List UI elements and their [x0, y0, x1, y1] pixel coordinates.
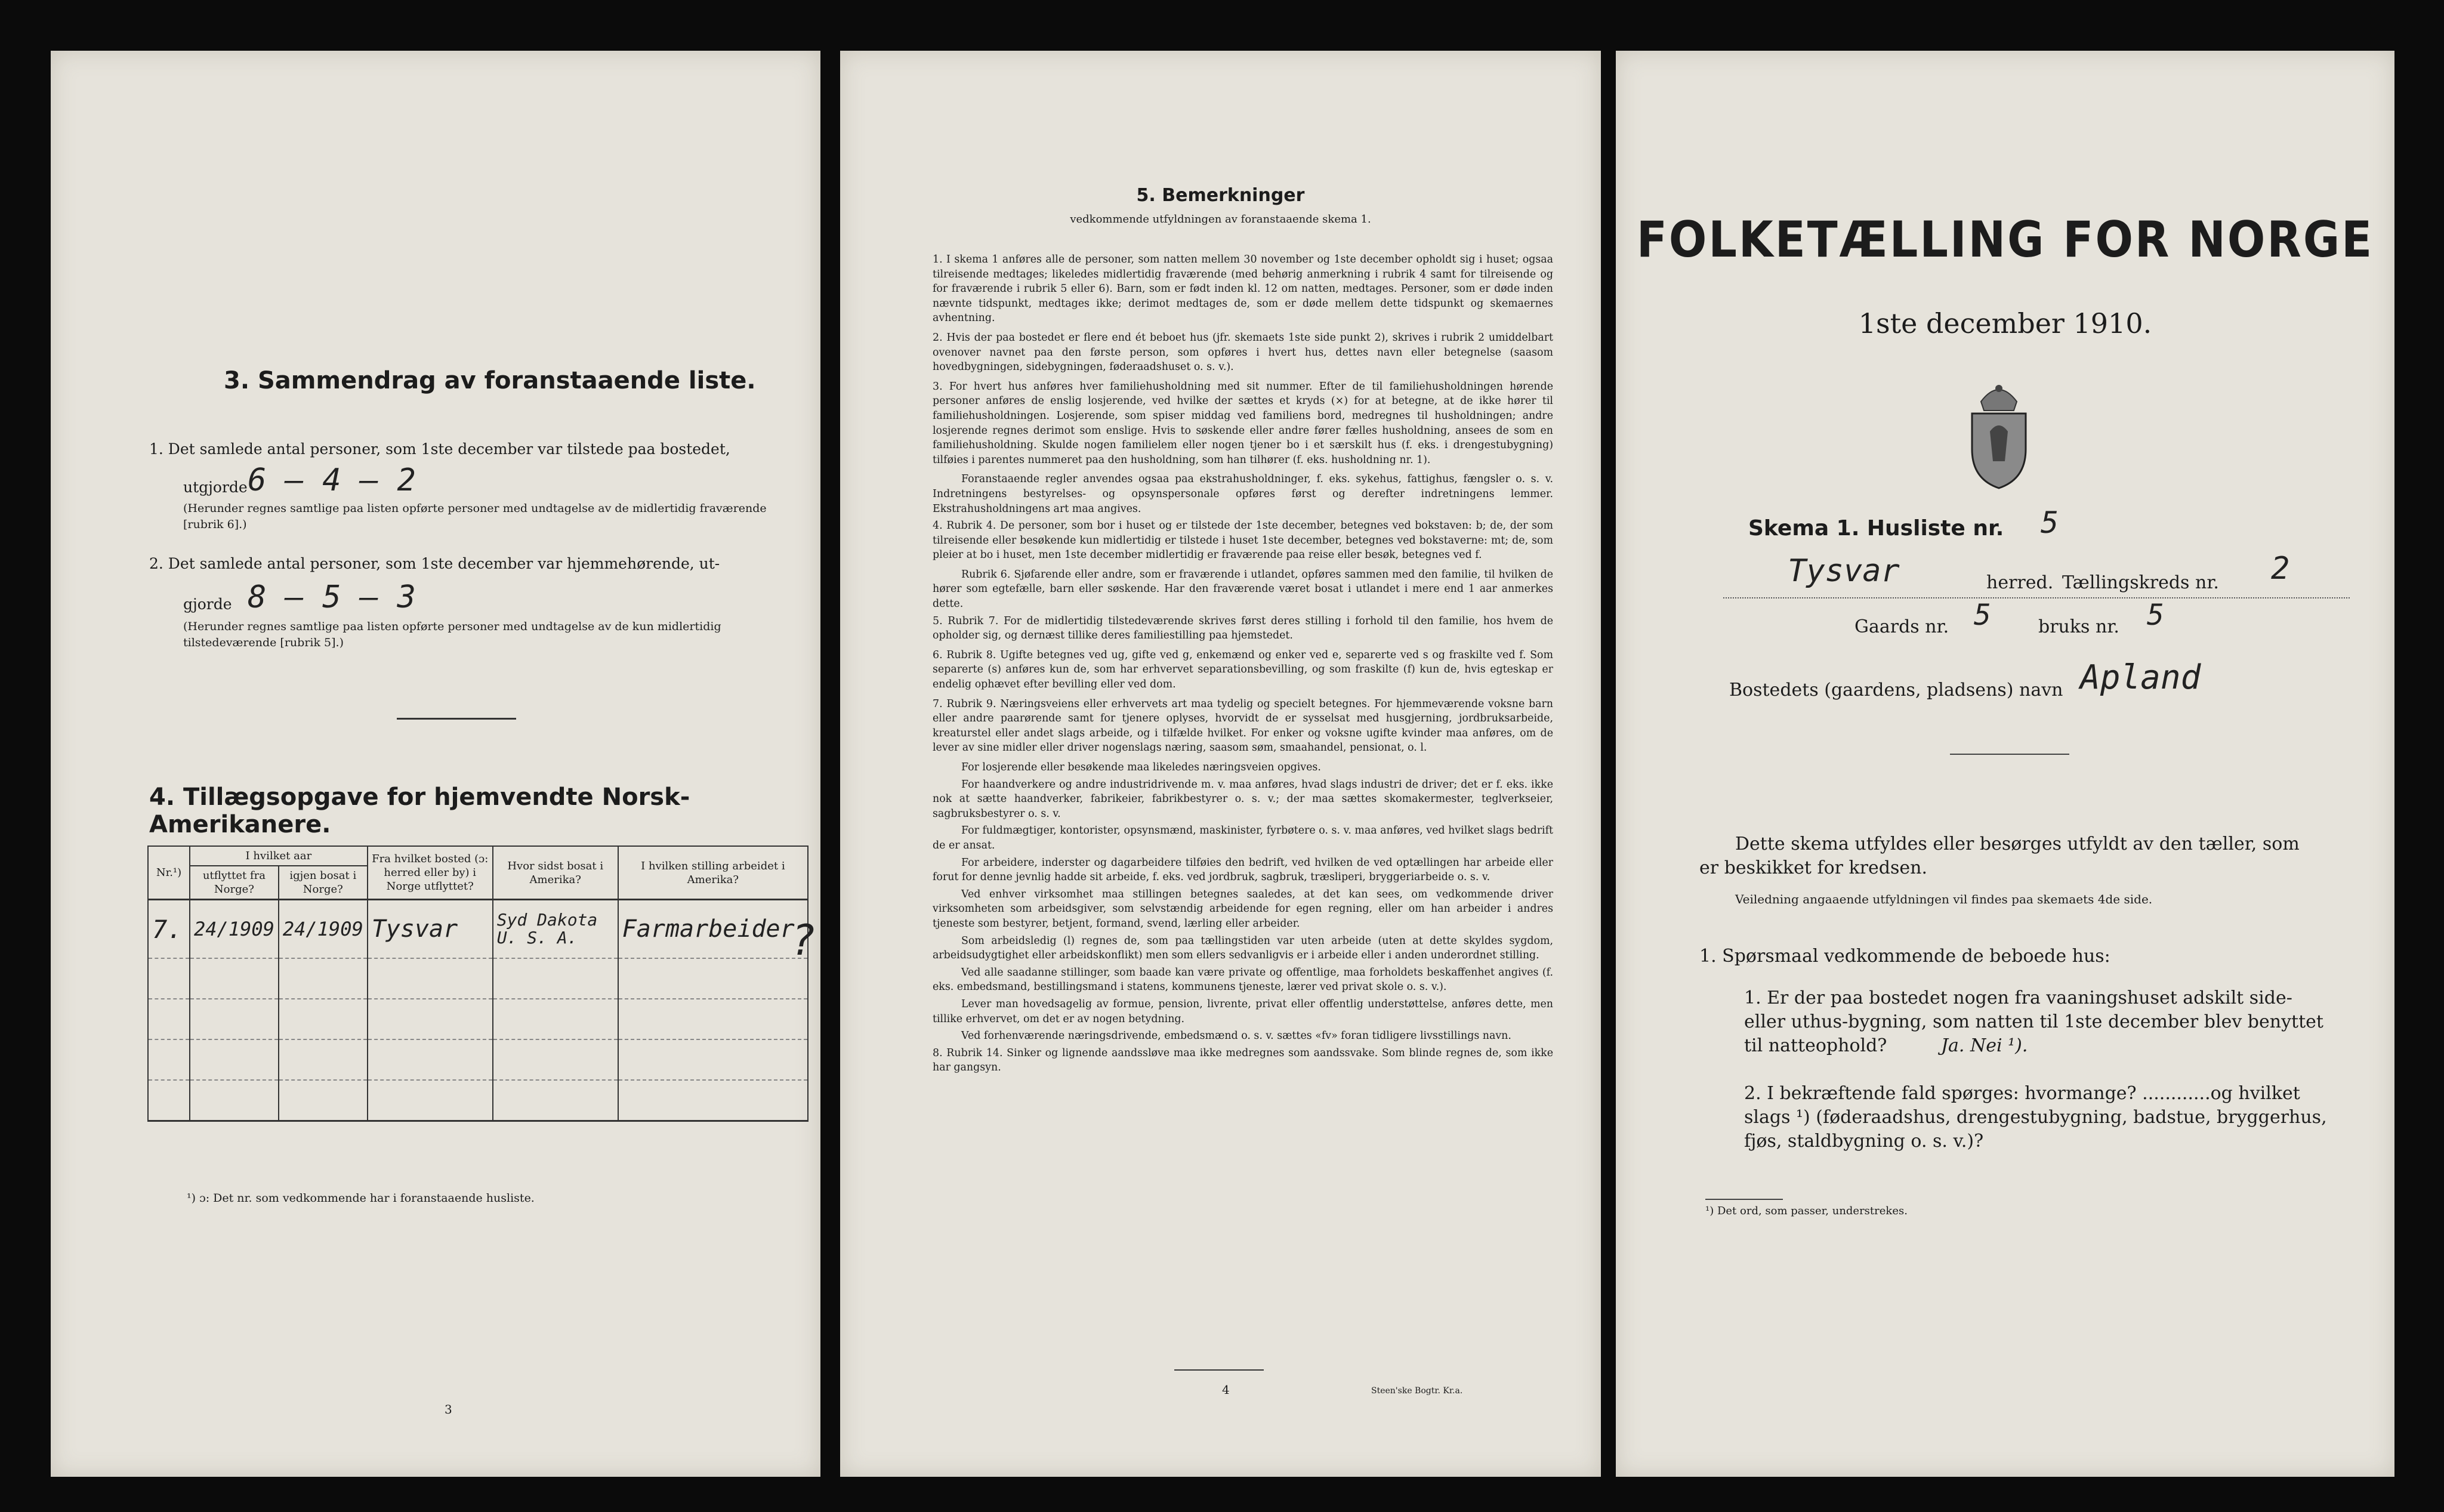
- question-1: 1. Er der paa bostedet nogen fra vaaningshuset adskilt side- eller uthus-bygning, som natten til 1ste december blev benyttet til natteophold?: [1744, 988, 2323, 1056]
- guidance-text: Veiledning angaaende utfyldningen vil findes paa skemaets 4de side.: [1735, 892, 2153, 906]
- col-stilling: I hvilken stilling arbeidet i Amerika?: [618, 846, 808, 900]
- coat-of-arms-icon: [1957, 378, 2041, 491]
- footnote-rule: [1705, 1199, 1783, 1200]
- right-page: [1616, 51, 2394, 1477]
- table-row: [148, 958, 808, 999]
- gaards-value: 5: [1974, 598, 1991, 632]
- husliste-number: 5: [2041, 505, 2059, 540]
- item2-value: 8 – 5 – 3: [248, 579, 416, 615]
- document-date: 1ste december 1910.: [1858, 307, 2152, 340]
- middle-page: [840, 51, 1601, 1477]
- col-bosted: Fra hvilket bosted (ɔ: herred eller by) i Norge utflyttet?: [368, 846, 493, 900]
- kreds-value: 2: [2271, 551, 2290, 587]
- col-bosat: igjen bosat i Norge?: [279, 866, 368, 900]
- remark-item: For arbeidere, inderster og dagarbeidere tilføies den bedrift, ved hvilken de ved optællingen har arbeide eller forut for denne jevnlig hadde sit arbeide, f. eks. ved jordbruk, sagbruk, træsliperi, bryggeriarbeide o. s. v.: [933, 856, 1553, 884]
- remark-item: Foranstaaende regler anvendes ogsaa paa ekstrahusholdninger, f. eks. sykehus, fattighus, fængsler o. s. v. Indretningens bestyrelses- og opsynspersonale opføres først og derefter indretningens lemmer. Ekstrahusholdningens art maa angives.: [933, 473, 1553, 515]
- kreds-label: Tællingskreds nr.: [2059, 571, 2223, 595]
- remark-item: Rubrik 6. Sjøfarende eller andre, som er fraværende i utlandet, opføres sammen med den familie, til hvilken de hører som egtefælle, barn eller søskende. Har den fraværende været bosat i utlandet i mere end 1 aar anmerkes dette.: [933, 568, 1553, 610]
- remarks-list: [933, 252, 1553, 1080]
- remark-item: Ved forhenværende næringsdrivende, embedsmænd o. s. v. sættes «fv» foran tidligere livsstillings navn.: [961, 1030, 1511, 1042]
- item2-note: (Herunder regnes samtlige paa listen opførte personer med undtagelse av de kun midlertidig tilstedeværende [rubrik 5].): [183, 620, 721, 649]
- bruks-label: bruks nr.: [2038, 616, 2119, 637]
- remark-item: 2. Hvis der paa bostedet er flere end ét beboet hus (jfr. skemaets 1ste side punkt 2), skrives i rubrik 2 umiddelbart ovenover navnet paa den første person, som opføres i hvert hus, dettes navn eller betegnelse (saasom hovedbygningen, sidebygningen, føderaadshuset o. s. v.).: [933, 331, 1553, 374]
- cell-utflyttet: 24/1909: [190, 900, 279, 959]
- page-number: 4: [1222, 1383, 1230, 1397]
- questions-heading: 1. Spørsmaal vedkommende de beboede hus:: [1699, 946, 2110, 967]
- schema-label: Skema 1. Husliste nr.: [1748, 516, 2004, 541]
- remark-item: 3. For hvert hus anføres hver familiehusholdning med sit nummer. Efter de til familiehusholdningen hørende personer anføres de enslig losjerende, ved hvilke der sættes et kryds (×) for at betegne, at de ikke hører til familiehusholdningen. Losjerende, som spiser middag ved familiens bord, medregnes til husholdningen; andre losjerende regnes derimot som enslige. Hvis to søskende eller andre fører fælles husholdning, ansees de som en familiehusholdning. Skulde nogen familielem eller nogen tjener bo i et særskilt hus (f. eks. i drengestubygning) tilføies i parentes nummeret paa den husholdning, som han tilhører (f. eks. husholdning nr. 1).: [933, 380, 1553, 466]
- table-row: [148, 900, 808, 959]
- cell-nr: 7.: [148, 900, 190, 959]
- col-utflyttet: utflyttet fra Norge?: [190, 866, 279, 900]
- handwritten-question-mark: ?: [791, 916, 816, 965]
- question-1-answer: Ja. Nei ¹).: [1941, 1035, 2028, 1056]
- item1-text: 1. Det samlede antal personer, som 1ste december var tilstede paa bostedet,: [149, 440, 730, 458]
- cell-amerika: Syd Dakota U. S. A.: [493, 900, 618, 959]
- item2-text: 2. Det samlede antal personer, som 1ste december var hjemmehørende, ut-: [149, 555, 720, 572]
- item1-note: (Herunder regnes samtlige paa listen opførte personer med undtagelse av de midlertidig fraværende [rubrik 6].): [183, 502, 767, 531]
- herred-value: Tysvar: [1788, 553, 1900, 589]
- table-row: [148, 999, 808, 1039]
- item1-prefix: utgjorde: [183, 479, 248, 496]
- bruks-value: 5: [2147, 598, 2164, 632]
- table-row: [148, 1039, 808, 1080]
- table-footnote: ¹) ɔ: Det nr. som vedkommende har i foranstaaende husliste.: [187, 1192, 535, 1205]
- remark-item: Som arbeidsledig (l) regnes de, som paa tællingstiden var uten arbeide (uten at dette skyldes sygdom, arbeidsudygtighet eller arbeidskonflikt) men som ellers sedvanligvis er i arbeide eller i anden underordnet stilling.: [933, 934, 1553, 962]
- bosted-value: Apland: [2080, 658, 2201, 697]
- remark-item: 4. Rubrik 4. De personer, som bor i huset og er tilstede der 1ste december, betegnes ved bokstaven: b; de, der som tilreisende eller besøkende kun midlertidig er tilstede i huset 1ste december, betegnes ved bokstaverne: mt; de, som pleier at bo i huset, men 1ste december midlertidig er fraværende paa reise eller besøk, betegnes ved f.: [933, 520, 1553, 561]
- item2-prefix: gjorde: [183, 595, 232, 613]
- remarks-subheading: vedkommende utfyldningen av foranstaaende skema 1.: [1070, 213, 1371, 226]
- remark-item: 7. Rubrik 9. Næringsveiens eller erhvervets art maa tydelig og specielt betegnes. For hjemmeværende voksne barn eller andre paarørende samt for tjenere oplyses, hvorvidt de er sysselsat med husgjerning, jordbruksarbeide, kreaturstel eller andet slags arbeide, og i tilfælde hvilket. For enker og voksne ugifte kvinder maa anføres, om de lever av sine midler eller driver nogenslags næring, saasom søm, smaahandel, pensionat, o. l.: [933, 698, 1553, 754]
- printer-mark: Steen'ske Bogtr. Kr.a.: [1371, 1386, 1463, 1396]
- footnote: ¹) Det ord, som passer, understrekes.: [1705, 1205, 1908, 1217]
- cell-bosted: Tysvar: [368, 900, 493, 959]
- cell-stilling: Farmarbeider: [618, 900, 808, 959]
- remark-item: Lever man hovedsagelig av formue, pension, livrente, privat eller offentlig understøttelse, anføres dette, men tillike erhvervet, om det er av nogen betydning.: [933, 998, 1553, 1025]
- remark-item: 6. Rubrik 8. Ugifte betegnes ved ug, gifte ved g, enkemænd og enker ved e, separerte ved s og fraskilte ved f. Som separerte (s) anføres kun de, som har erhvervet separationsbevilling, og som fraskilte (f) kun de, hvis egteskap er endelig ophævet efter bevilling eller ved dom.: [933, 649, 1553, 691]
- table-row: [148, 1080, 808, 1121]
- question-2: 2. I bekræftende fald spørges: hvormange? ............og hvilket slags ¹) (føderaadshus, drengestubygning, badstue, bryggerhus, fjøs, staldbygning o. s. v.)?: [1744, 1083, 2327, 1152]
- remarks-heading: 5. Bemerkninger: [1136, 185, 1305, 206]
- herred-label: herred.: [1983, 571, 2057, 595]
- remark-item: 1. I skema 1 anføres alle de personer, som natten mellem 30 november og 1ste december opholdt sig i huset; ogsaa tilreisende medtages; likeledes midlertidig fraværende (med behørig anmerkning i rubrik 4 samt for tilreisende og for fraværende i rubrik 5 eller 6). Barn, som er født inden kl. 12 om natten, medtages. Personer, som er døde inden nævnte tidspunkt, medtages ikke; derimot medtages de, som er døde mellem dette tidspunkt og skemaernes avhentning.: [933, 254, 1553, 325]
- ornament-divider: [1950, 754, 2069, 755]
- col-nr: Nr.¹): [148, 846, 190, 900]
- col-amerika: Hvor sidst bosat i Amerika?: [493, 846, 618, 900]
- remark-item: Ved enhver virksomhet maa stillingen betegnes saaledes, at det kan sees, om vedkommende driver virksomheten som arbeidsgiver, som selvstændig arbeidende for egen regning, eller om han arbeider i andres tjeneste som bestyrer, betjent, formand, svend, lærling eller arbeider.: [933, 888, 1553, 930]
- bosted-label: Bostedets (gaardens, pladsens) navn: [1729, 680, 2063, 701]
- section3-title: 3. Sammendrag av foranstaaende liste.: [224, 367, 756, 394]
- remark-item: 5. Rubrik 7. For de midlertidig tilstedeværende skrives først deres stilling i forhold til den familie, hos hvem de opholder sig, og dernæst tillike deres familiestilling paa hjemstedet.: [933, 615, 1553, 642]
- document-title: FOLKETÆLLING FOR NORGE: [1636, 211, 2374, 269]
- left-page: [51, 51, 820, 1477]
- divider: [1174, 1369, 1264, 1371]
- remark-item: 8. Rubrik 14. Sinker og lignende aandssløve maa ikke medregnes som aandssvake. Som blinde regnes de, som ikke har gangsyn.: [933, 1047, 1553, 1074]
- norsk-amerikanere-table: [147, 846, 809, 1122]
- remark-item: For losjerende eller besøkende maa likeledes næringsveien opgives.: [961, 761, 1321, 773]
- col-group-year: I hvilket aar: [190, 846, 368, 866]
- gaards-label: Gaards nr.: [1854, 616, 1949, 637]
- page-number: 3: [445, 1402, 452, 1417]
- instruction-text: Dette skema utfyldes eller besørges utfyldt av den tæller, som er beskikket for kredsen.: [1699, 834, 2300, 878]
- remark-item: For fuldmægtiger, kontorister, opsynsmænd, maskinister, fyrbøtere o. s. v. maa anføres, ved hvilket slags bedrift de er ansat.: [933, 825, 1553, 851]
- remark-item: For haandverkere og andre industridrivende m. v. maa anføres, hvad slags industri de driver; det er f. eks. ikke nok at sætte haandverker, fabrikeier, fabrikbestyrer o. s. v.; der maa sættes skomakermester, teglverkseier, sagbruksbestyrer o. s. v.: [933, 778, 1553, 820]
- item1-value: 6 – 4 – 2: [248, 462, 416, 498]
- remark-item: Ved alle saadanne stillinger, som baade kan være private og offentlige, maa forholdets beskaffenhet angives (f. eks. embedsmand, bestillingsmand i statens, kommunens tjeneste, lærer ved privat skole o. s. v.).: [933, 966, 1553, 993]
- section4-title: 4. Tillægsopgave for hjemvendte Norsk-Amerikanere.: [149, 783, 690, 838]
- cell-bosat: 24/1909: [279, 900, 368, 959]
- divider: [397, 718, 516, 720]
